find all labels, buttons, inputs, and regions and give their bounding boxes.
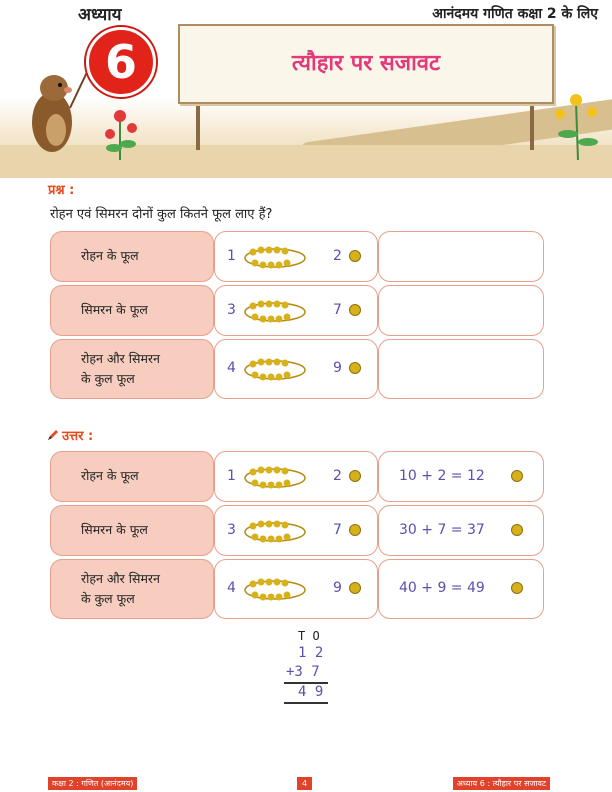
tens-digit: 3	[227, 302, 236, 318]
tens-digit: 4	[227, 580, 236, 596]
answer-row-1-sum-cell	[378, 451, 544, 502]
answer-row-3-beads-cell	[214, 559, 378, 619]
row-label: रोहन के फूल	[81, 468, 139, 483]
answer-label: उत्तर :	[62, 429, 94, 444]
flower-icon	[349, 470, 361, 482]
chapter-word: अध्याय	[78, 5, 122, 25]
addition-result: 4 9	[298, 684, 324, 700]
answer-row-1-label-cell	[50, 451, 214, 502]
place-value-header: T O	[298, 629, 320, 643]
question-row-2-answer-cell	[378, 285, 544, 336]
chapter-number-badge: 6	[86, 27, 156, 97]
flower-plant-illustration	[100, 100, 150, 160]
ones-digit: 2	[333, 248, 342, 264]
chapter-header	[0, 0, 612, 178]
answer-row-3-label-cell	[50, 559, 214, 619]
question-row-3-answer-cell	[378, 339, 544, 399]
answer-row-2-sum-cell	[378, 505, 544, 556]
question-row-3-label-cell	[50, 339, 214, 399]
flower-icon	[349, 362, 361, 374]
ones-digit: 7	[333, 302, 342, 318]
sum-expression: 30 + 7 = 37	[399, 522, 485, 538]
sum-expression: 10 + 2 = 12	[399, 468, 485, 484]
flower-icon	[511, 524, 523, 536]
row-label-line-1: रोहन और सिमरन	[81, 351, 160, 366]
row-label-line-2: के कुल फूल	[81, 591, 135, 606]
ones-digit: 9	[333, 580, 342, 596]
ones-digit: 9	[333, 360, 342, 376]
yellow-plant-illustration	[548, 90, 608, 160]
bead-string-icon	[243, 520, 307, 544]
tens-digit: 1	[227, 248, 236, 264]
flower-icon	[349, 582, 361, 594]
pencil-icon	[46, 428, 60, 442]
flower-icon	[511, 470, 523, 482]
chapter-title: त्यौहार पर सजावट	[291, 51, 441, 76]
question-row-1-answer-cell	[378, 231, 544, 282]
tens-digit: 1	[227, 468, 236, 484]
ones-digit: 7	[333, 522, 342, 538]
footer-chapter-label: अध्याय 6 : त्यौहार पर सजावट	[453, 777, 550, 790]
footer-book-label: कक्षा 2 : गणित (आनंदमय)	[48, 777, 137, 790]
question-row-1-beads-cell	[214, 231, 378, 282]
sum-line-bottom	[284, 702, 328, 704]
row-label-line-2: के कुल फूल	[81, 371, 135, 386]
question-text: रोहन एवं सिमरन दोनों कुल कितने फूल लाए हैं?	[50, 207, 273, 222]
chapter-title-signboard	[178, 24, 554, 104]
flower-icon	[349, 524, 361, 536]
answer-row-3-sum-cell	[378, 559, 544, 619]
answer-row-2-beads-cell	[214, 505, 378, 556]
row-label: रोहन के फूल	[81, 248, 139, 263]
tens-digit: 4	[227, 360, 236, 376]
answer-row-2-label-cell	[50, 505, 214, 556]
bead-string-icon	[243, 358, 307, 382]
flower-icon	[511, 582, 523, 594]
bead-string-icon	[243, 578, 307, 602]
row-label: सिमरन के फूल	[81, 302, 148, 317]
tens-digit: 3	[227, 522, 236, 538]
answer-row-1-beads-cell	[214, 451, 378, 502]
signboard-post-left	[196, 98, 200, 150]
flower-icon	[349, 250, 361, 262]
question-row-3-beads-cell	[214, 339, 378, 399]
book-title: आनंदमय गणित कक्षा 2 के लिए	[432, 6, 598, 22]
row-label: सिमरन के फूल	[81, 522, 148, 537]
flower-icon	[349, 304, 361, 316]
addend-2: +3 7	[286, 664, 320, 680]
bead-string-icon	[243, 246, 307, 270]
question-row-2-label-cell	[50, 285, 214, 336]
signboard-post-right	[530, 98, 534, 150]
bead-string-icon	[243, 466, 307, 490]
mole-illustration	[22, 60, 92, 160]
question-row-1-label-cell	[50, 231, 214, 282]
row-label-line-1: रोहन और सिमरन	[81, 571, 160, 586]
page-number: 4	[297, 777, 312, 790]
bead-string-icon	[243, 300, 307, 324]
ones-digit: 2	[333, 468, 342, 484]
addend-1: 1 2	[298, 645, 324, 661]
sum-expression: 40 + 9 = 49	[399, 580, 485, 596]
question-row-2-beads-cell	[214, 285, 378, 336]
question-label: प्रश्न :	[48, 183, 75, 198]
